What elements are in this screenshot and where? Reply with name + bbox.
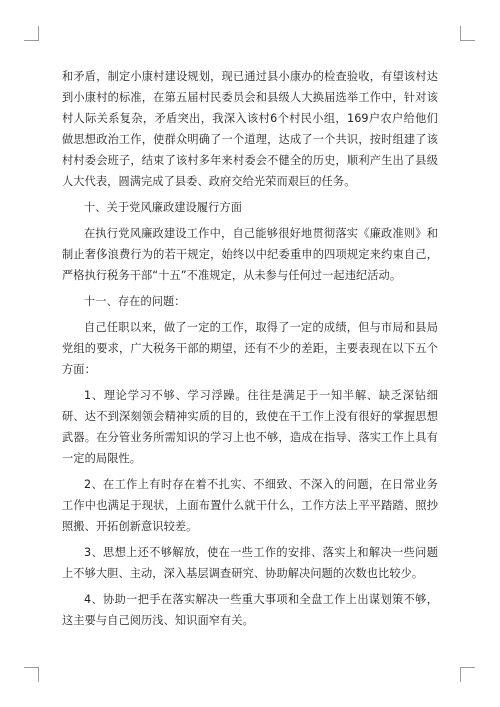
paragraph-problems-intro: 自己任职以来，做了一定的工作，取得了一定的成绩，但与市局和县局党组的要求，广大税务干部的期望，还有不少的差距，主要表现在以下五个方面： <box>62 321 438 376</box>
crop-mark-top-right <box>460 26 475 41</box>
section-heading-eleven: 十一、存在的问题： <box>84 295 186 308</box>
section-heading-ten: 十、关于党风廉政建设履行方面 <box>84 201 243 214</box>
paragraph-problem-2: 2、在工作上有时存在着不扎实、不细致、不深入的问题，在日常业务工作中也满足于现状，上面布置什么就干什么，工作方法上平平踏踏、照抄照搬、开拓创新意识较差。 <box>62 478 438 533</box>
crop-mark-top-left <box>24 26 39 41</box>
paragraph-problem-1: 1、理论学习不够、学习浮躁。往往是满足于一知半解、缺乏深钻细研、达不到深刻领会精神实质的目的，致使在干工作上没有很好的掌握思想武器。在分管业务所需知识的学习上也不够，造成在指导、落实工作上具有一定的局限性。 <box>62 389 438 465</box>
document-body <box>62 66 438 631</box>
paragraph-anti-corruption: 在执行党风廉政建设工作中，自己能够很好地贯彻落实《廉政准则》和制止奢侈浪费行为的若干规定，始终以中纪委重申的四项规定来约束自己，严格执行税务干部“十五”不准规定，从未参与任何过一起违纪活动。 <box>62 227 438 282</box>
paragraph-continuation: 和矛盾，制定小康村建设规划，现已通过县小康办的检查验收，有望该村达到小康村的标准，在第五届村民委员会和县级人大换届选举工作中，针对该村人际关系复杂，矛盾突出，我深入该村6个村民小组，169户农户给他们做思想政治工作，使群众明确了一个道理，达成了一个共识，按时组建了该村村委会班子，结束了该村多年来村委会不健全的历史，顺利产生出了县级人大代表，圆满完成了县委、政府交给光荣而艰巨的任务。 <box>62 70 438 188</box>
crop-mark-bottom-right <box>460 667 475 682</box>
crop-mark-bottom-left <box>24 667 39 682</box>
paragraph-problem-4: 4、协助一把手在落实解决一些重大事项和全盘工作上出谋划策不够，这主要与自己阅历浅、知识面窄有关。 <box>62 593 438 627</box>
paragraph-problem-3: 3、思想上还不够解放，使在一些工作的安排、落实上和解决一些问题上不够大胆、主动，深入基层调查研究、协助解决问题的次数也比较少。 <box>62 546 438 580</box>
